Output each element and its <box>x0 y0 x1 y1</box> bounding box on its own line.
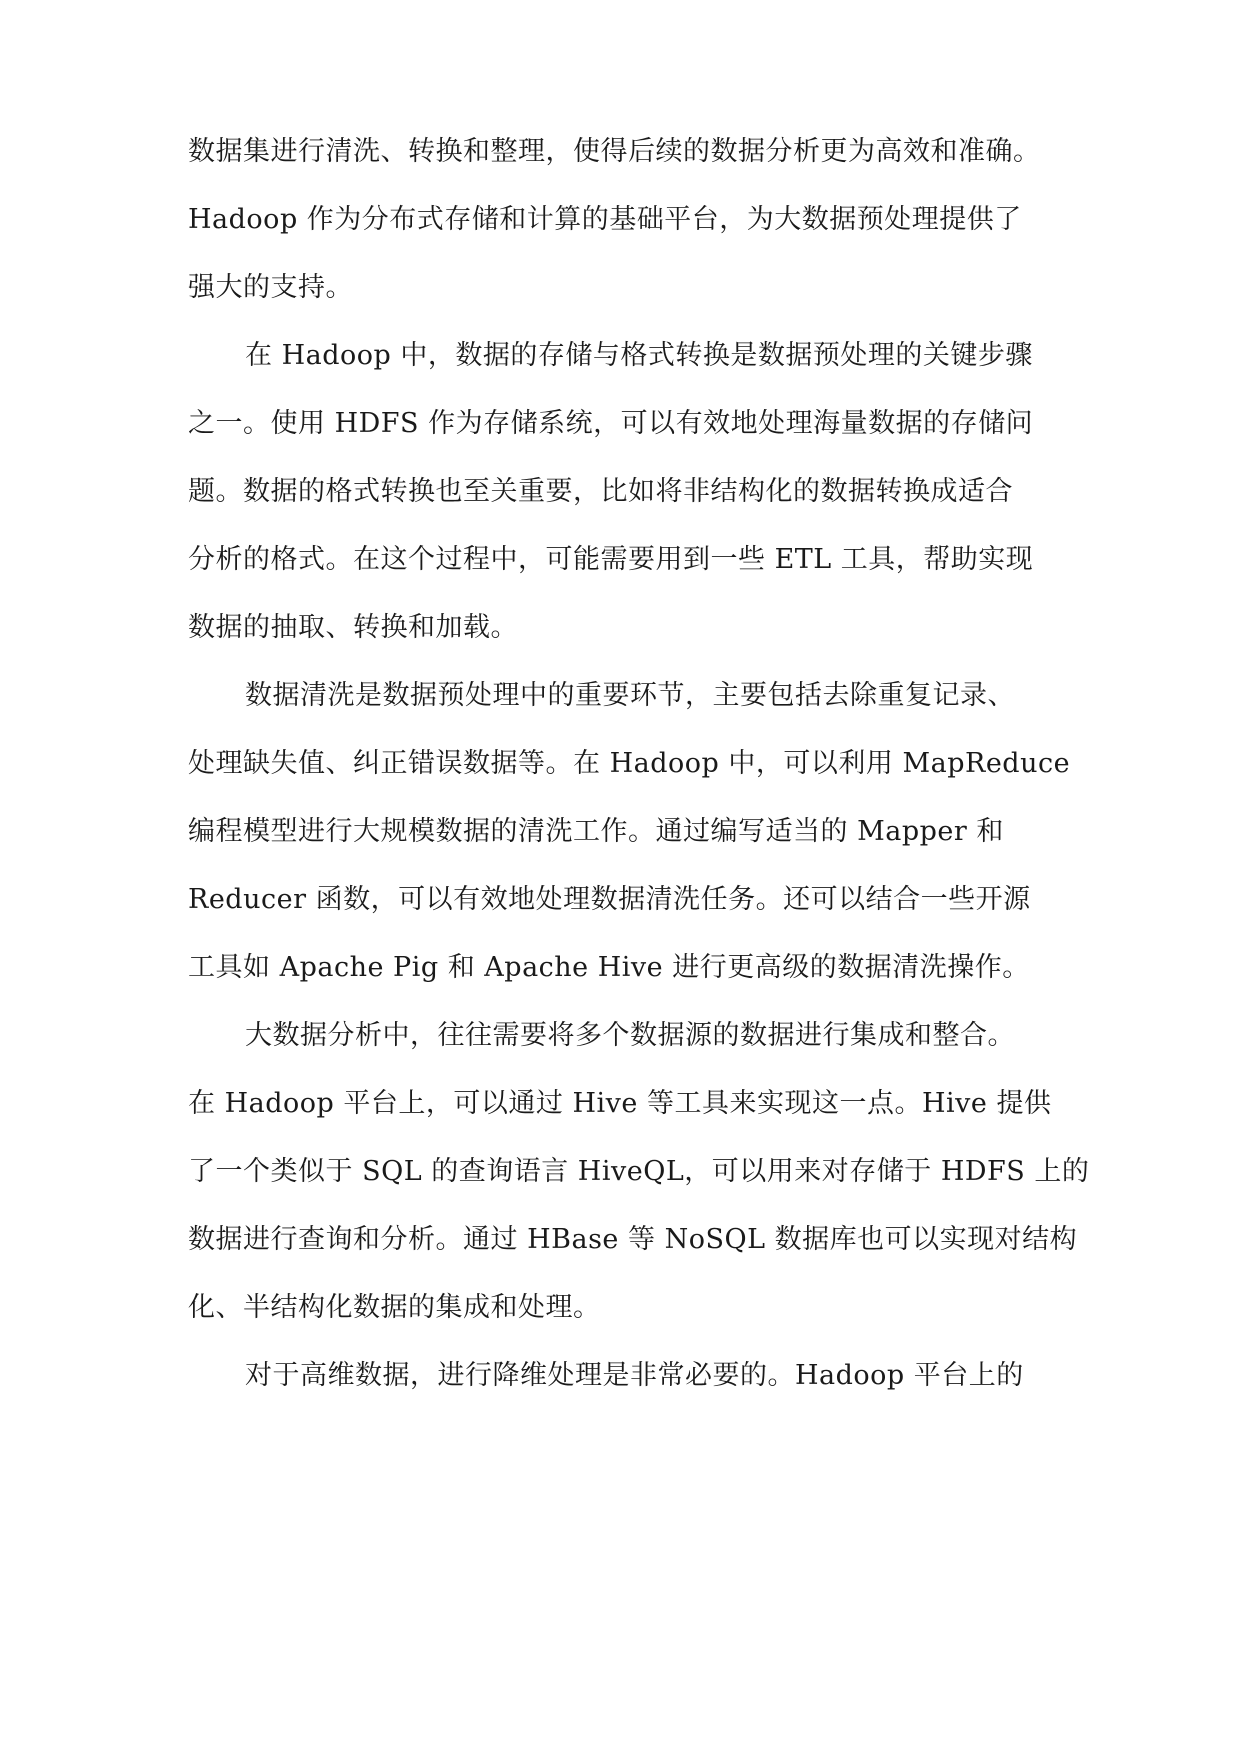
text-line: 分析的格式。在这个过程中，可能需要用到一些 ETL 工具，帮助实现 <box>188 544 1034 575</box>
text-line: 编程模型进行大规模数据的清洗工作。通过编写适当的 Mapper 和 <box>188 816 1004 847</box>
text-line: 工具如 Apache Pig 和 Apache Hive 进行更高级的数据清洗操作。 <box>188 952 1030 983</box>
text-line: 题。数据的格式转换也至关重要，比如将非结构化的数据转换成适合 <box>188 476 1013 507</box>
paragraph-start-line: 在 Hadoop 中，数据的存储与格式转换是数据预处理的关键步骤 <box>245 340 1033 371</box>
text-line: 强大的支持。 <box>188 272 353 303</box>
text-line: Hadoop 作为分布式存储和计算的基础平台，为大数据预处理提供了 <box>188 204 1022 235</box>
paragraph-start-line: 数据清洗是数据预处理中的重要环节，主要包括去除重复记录、 <box>245 680 1015 711</box>
text-line: 数据进行查询和分析。通过 HBase 等 NoSQL 数据库也可以实现对结构 <box>188 1224 1078 1255</box>
text-line: 化、半结构化数据的集成和处理。 <box>188 1292 601 1323</box>
text-line: 在 Hadoop 平台上，可以通过 Hive 等工具来实现这一点。Hive 提供 <box>188 1088 1052 1119</box>
text-line: 数据集进行清洗、转换和整理，使得后续的数据分析更为高效和准确。 <box>188 136 1041 167</box>
paragraph-start-line: 大数据分析中，往往需要将多个数据源的数据进行集成和整合。 <box>245 1020 1015 1051</box>
text-line: 处理缺失值、纠正错误数据等。在 Hadoop 中，可以利用 MapReduce <box>188 748 1071 779</box>
text-line: 之一。使用 HDFS 作为存储系统，可以有效地处理海量数据的存储问 <box>188 408 1034 439</box>
paragraph-start-line: 对于高维数据，进行降维处理是非常必要的。Hadoop 平台上的 <box>245 1360 1024 1391</box>
text-line: 了一个类似于 SQL 的查询语言 HiveQL，可以用来对存储于 HDFS 上的 <box>188 1156 1090 1187</box>
text-line: Reducer 函数，可以有效地处理数据清洗任务。还可以结合一些开源 <box>188 884 1031 915</box>
text-line: 数据的抽取、转换和加载。 <box>188 612 518 643</box>
